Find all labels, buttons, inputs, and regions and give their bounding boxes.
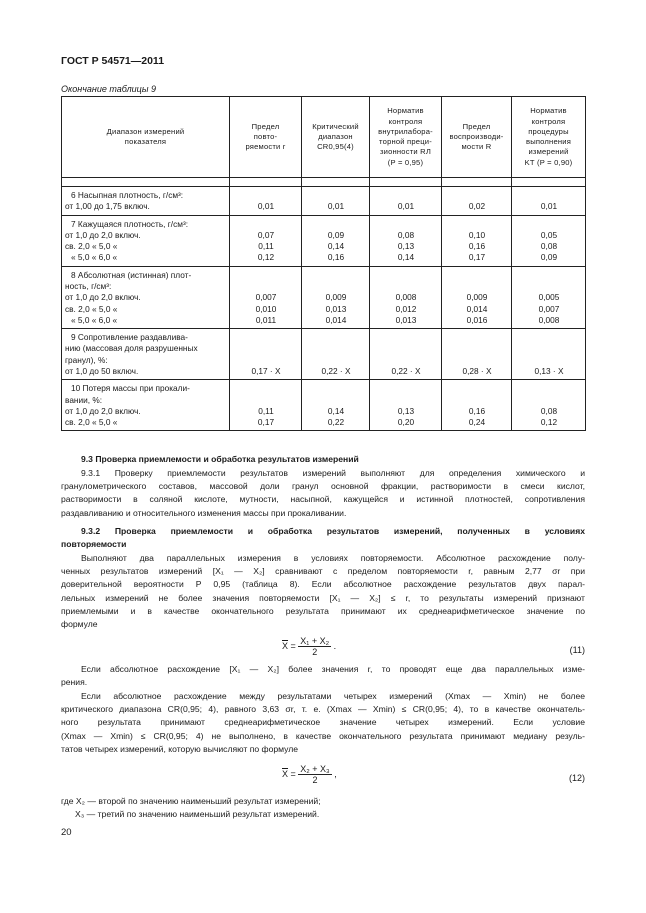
cell-procedure: 0,01 <box>512 187 586 216</box>
formula-11-number: (11) <box>569 645 585 655</box>
row-description: 8 Абсолютная (истинная) плот- ность, г/см³: от 1,0 до 2,0 включ. св. 2,0 « 5,0 « « 5,0 « 6,0 « <box>62 266 230 328</box>
cell-reproducibility: 0,16 0,24 <box>442 380 512 431</box>
row-description: 6 Насыпная плотность, г/см³: от 1,00 до 1,75 включ. <box>62 187 230 216</box>
formula-12: $\overline{X}$ = $\frac{\text{X₂ + X₃}}{2}$ , <box>282 764 337 785</box>
formula-legend: где X₂ — второй по значению наименьший результат измерений; X₃ — третий по значению наименьший результат измерений. <box>61 796 321 820</box>
cell-intralab: 0,08 0,13 0,14 <box>370 215 442 266</box>
formula-11-lhs: $\overline{X}$ <box>282 640 289 651</box>
cell-critical: 0,009 0,013 0,014 <box>302 266 370 328</box>
table-caption: Окончание таблицы 9 <box>61 84 156 94</box>
table-row <box>62 329 586 380</box>
section-9-3-2-heading: 9.3.2 Проверка приемлемости и обработка результатов измерений, полученных в условиях повторяемости <box>61 526 585 550</box>
row-description: 9 Сопротивление раздавлива- нию (массовая доля разрушенных гранул), %: от 1,0 до 50 включ. <box>62 329 230 380</box>
cell-procedure: 0,05 0,08 0,09 <box>512 215 586 266</box>
cell-reproducibility: 0,02 <box>442 187 512 216</box>
cell-intralab: 0,13 0,20 <box>370 380 442 431</box>
header-procedure: Норматив контроля процедуры выполнения измерений KТ (P = 0,90) <box>512 97 586 178</box>
cell-repeatability: 0,11 0,17 <box>230 380 302 431</box>
formula-12-number: (12) <box>568 773 585 783</box>
header-range: Диапазон измерений показателя <box>62 97 230 178</box>
cell-critical: 0,14 0,22 <box>302 380 370 431</box>
paragraph-repeatability: Выполняют два параллельных измерения в условиях повторяемости. Абсолютное расхождение полу- ченных результатов измерений [X₁ — X₂] сравнивают с пределом повторяемости r, равным 2,77 σr при доверительной вероятности P 0,95 (таблица 8). Если абсолютное расхождение результатов двух парал- лельных измерений не более значения повторяемости [X₁ — X₂] ≤ r, то результаты измерений признают приемлемыми и в качестве окончательного результата принимают их среднеарифметическое значение по формуле <box>61 553 585 630</box>
header-intralab: Норматив контроля внутрилабора- торной преци- зионности RЛ (P = 0,95) <box>370 97 442 178</box>
cell-critical: 0,01 <box>302 187 370 216</box>
formula-12-lhs: $\overline{X}$ <box>282 768 289 779</box>
table-row <box>62 380 586 431</box>
cell-procedure: 0,08 0,12 <box>512 380 586 431</box>
standard-header: ГОСТ Р 54571—2011 <box>61 55 165 67</box>
table-spacer-row <box>62 178 586 187</box>
cell-procedure: 0,005 0,007 0,008 <box>512 266 586 328</box>
header-repeatability: Предел повто- ряемости r <box>230 97 302 178</box>
cell-critical: 0,09 0,14 0,16 <box>302 215 370 266</box>
table-row <box>62 266 586 328</box>
cell-intralab: 0,008 0,012 0,013 <box>370 266 442 328</box>
cell-repeatability: 0,17 · X <box>230 329 302 380</box>
header-critical-range: Критический диапазон CR0,95(4) <box>302 97 370 178</box>
cell-repeatability: 0,01 <box>230 187 302 216</box>
cell-repeatability: 0,007 0,010 0,011 <box>230 266 302 328</box>
header-reproducibility: Предел воспроизводи- мости R <box>442 97 512 178</box>
formula-11-fraction: $\frac{\text{X₁ + X₂}}{2}$ <box>300 636 330 657</box>
row-description: 7 Кажущаяся плотность, г/см³: от 1,0 до 2,0 включ. св. 2,0 « 5,0 « « 5,0 « 6,0 « <box>62 215 230 266</box>
data-table <box>61 96 586 431</box>
table-row <box>62 187 586 216</box>
cell-procedure: 0,13 · X <box>512 329 586 380</box>
cell-reproducibility: 0,28 · X <box>442 329 512 380</box>
table-row <box>62 215 586 266</box>
table-header-row <box>62 97 586 178</box>
cell-critical: 0,22 · X <box>302 329 370 380</box>
cell-intralab: 0,22 · X <box>370 329 442 380</box>
formula-12-fraction: $\frac{\text{X₂ + X₃}}{2}$ <box>300 764 330 785</box>
cell-repeatability: 0,07 0,11 0,12 <box>230 215 302 266</box>
section-9-3-1: 9.3.1 Проверку приемлемости результатов измерений выполняют для определения химического и гранулометрического составов, массовой доли гранул основной фракции, растворимости в смеси кислот, растворимости в соляной кислоте, мутности, насыпной, кажущейся и истинной плотностей, сопротивления раздавливанию и относительного изменения массы при прокаливании. <box>61 468 585 518</box>
page-number: 20 <box>61 827 72 838</box>
row-description: 10 Потеря массы при прокали- вании, %: от 1,0 до 2,0 включ. св. 2,0 « 5,0 « <box>62 380 230 431</box>
cell-reproducibility: 0,009 0,014 0,016 <box>442 266 512 328</box>
cell-intralab: 0,01 <box>370 187 442 216</box>
section-9-3-heading: 9.3 Проверка приемлемости и обработка результатов измерений <box>81 454 359 464</box>
cell-reproducibility: 0,10 0,16 0,17 <box>442 215 512 266</box>
paragraph-critical-range: Если абсолютное расхождение между результатами четырех измерений (Xmax — Xmin) не более критического диапазона CR(0,95; 4), равного 3,63 σr, т. е. (Xmax — Xmin) ≤ CR(0,95; 4), то в качестве окончатель- ного результата принимают среднеарифметическое значение четырех измерений. Если условие (Xmax — Xmin) ≤ CR(0,95; 4) не выполнено, в качестве окончательного результата принимают медиану резуль- татов четырех измерений, которую вычисляют по формуле <box>61 691 585 754</box>
formula-11: $\overline{X}$ = $\frac{\text{X₁ + X₂}}{2}$ . <box>282 636 337 657</box>
paragraph-repeat-measurements: Если абсолютное расхождение [X₁ — X₂] более значения r, то проводят еще два параллельных изме- рения. <box>61 664 585 688</box>
